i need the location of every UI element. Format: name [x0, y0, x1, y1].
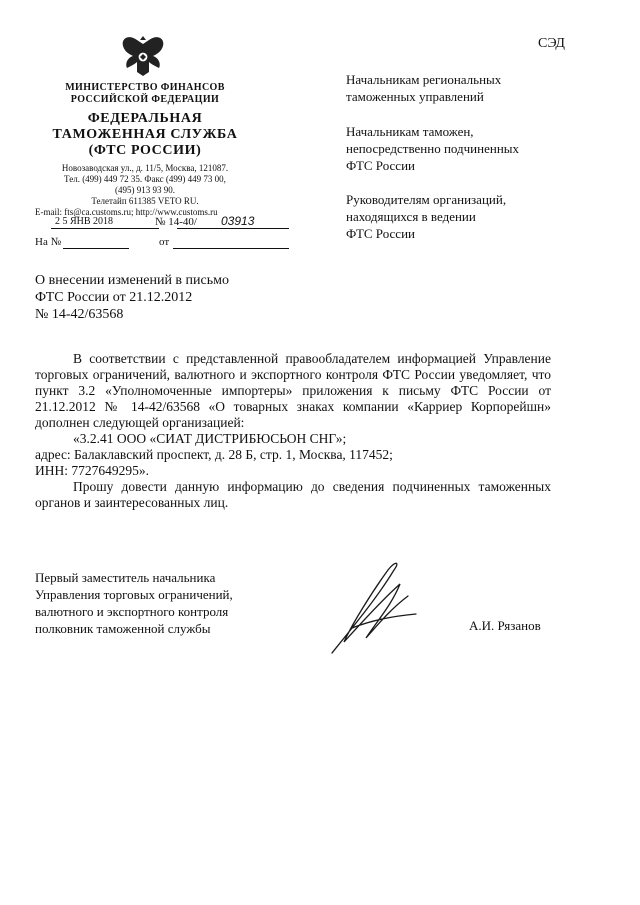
body-paragraph: В соответствии с представленной правообладателем информацией Управление торговых ограничений, валютного и экспортного контроля ФТС России уведомляет, что пункт 3.2 «Уполномоченные импортеры» приложения к письму ФТС России от 21.12.2012 № 14-42/63568 «О товарных знаках компании «Карриер Корпорейшн» дополнен следующей организацией: [35, 351, 551, 430]
signatory-title-line: Управления торговых ограничений, [35, 587, 233, 602]
addressee-line: находящихся в ведении [346, 209, 476, 224]
reply-to-underline [63, 248, 129, 249]
contact-line: (495) 913 93 90. [115, 185, 175, 195]
subject-line: № 14-42/63568 [35, 307, 124, 322]
date-underline [51, 228, 159, 229]
registration-line [35, 216, 265, 234]
signatory-title-line: Первый заместитель начальника [35, 570, 216, 585]
registration-date: 2 5 ЯНВ 2018 [55, 216, 114, 227]
handwritten-signature [322, 558, 422, 658]
sed-mark: СЭД [538, 36, 565, 51]
service-line: (ФТС РОССИИ) [88, 143, 202, 158]
ministry-name [40, 82, 250, 106]
addressee-line: Начальникам региональных [346, 72, 502, 87]
addressee-line: непосредственно подчиненных [346, 141, 520, 156]
addressee-block [346, 123, 596, 174]
contact-line: Телетайп 611385 VETO RU. [91, 196, 199, 206]
signatory-name: А.И. Рязанов [469, 618, 541, 633]
letter-body [35, 351, 551, 511]
reply-line [35, 236, 265, 252]
signatory-title-line: полковник таможенной службы [35, 621, 211, 636]
registration-number: 03913 [221, 214, 255, 228]
letter-subject [35, 272, 295, 323]
addressee-line: Руководителям организаций, [346, 192, 507, 207]
addressee-line: ФТС России [346, 158, 415, 173]
registration-number-label: № 14-40/ [155, 216, 197, 228]
coat-of-arms-icon [117, 30, 169, 80]
contact-line: Новозаводская ул., д. 11/5, Москва, 121087. [61, 163, 229, 173]
reply-from-underline [173, 248, 289, 249]
number-underline [177, 228, 289, 229]
service-name [40, 111, 250, 159]
reply-from-label: от [159, 236, 170, 248]
contact-line: E-mail: fts@ca.customs.ru; http://www.customs.ru [35, 207, 218, 217]
addressee-block [346, 191, 596, 242]
contacts-block [35, 163, 255, 218]
subject-line: ФТС России от 21.12.2012 [35, 290, 193, 305]
reply-to-label: На № [35, 236, 62, 248]
subject-line: О внесении изменений в письмо [35, 273, 229, 288]
body-paragraph: Прошу довести данную информацию до сведения подчиненных таможенных органов и заинтересованных лиц. [35, 479, 551, 510]
addressee-line: ФТС России [346, 226, 415, 241]
service-line: ТАМОЖЕННАЯ СЛУЖБА [52, 127, 238, 142]
addressee-line: таможенных управлений [346, 89, 484, 104]
signatory-title [35, 569, 275, 637]
importer-address: адрес: Балаклавский проспект, д. 28 Б, стр. 1, Москва, 117452; [35, 447, 393, 462]
contact-line: Тел. (499) 449 72 35. Факс (499) 449 73 00, [64, 174, 226, 184]
importer-inn: ИНН: 7727649295». [35, 463, 149, 478]
addressee-block [346, 71, 596, 105]
importer-item: «3.2.41 ООО «СИАТ ДИСТРИБЮСЬОН СНГ»; [73, 431, 347, 446]
ministry-line: МИНИСТЕРСТВО ФИНАНСОВ [65, 82, 225, 93]
signatory-title-line: валютного и экспортного контроля [35, 604, 229, 619]
service-line: ФЕДЕРАЛЬНАЯ [87, 111, 203, 126]
addressee-line: Начальникам таможен, [346, 124, 474, 139]
ministry-line: РОССИЙСКОЙ ФЕДЕРАЦИИ [70, 94, 220, 105]
